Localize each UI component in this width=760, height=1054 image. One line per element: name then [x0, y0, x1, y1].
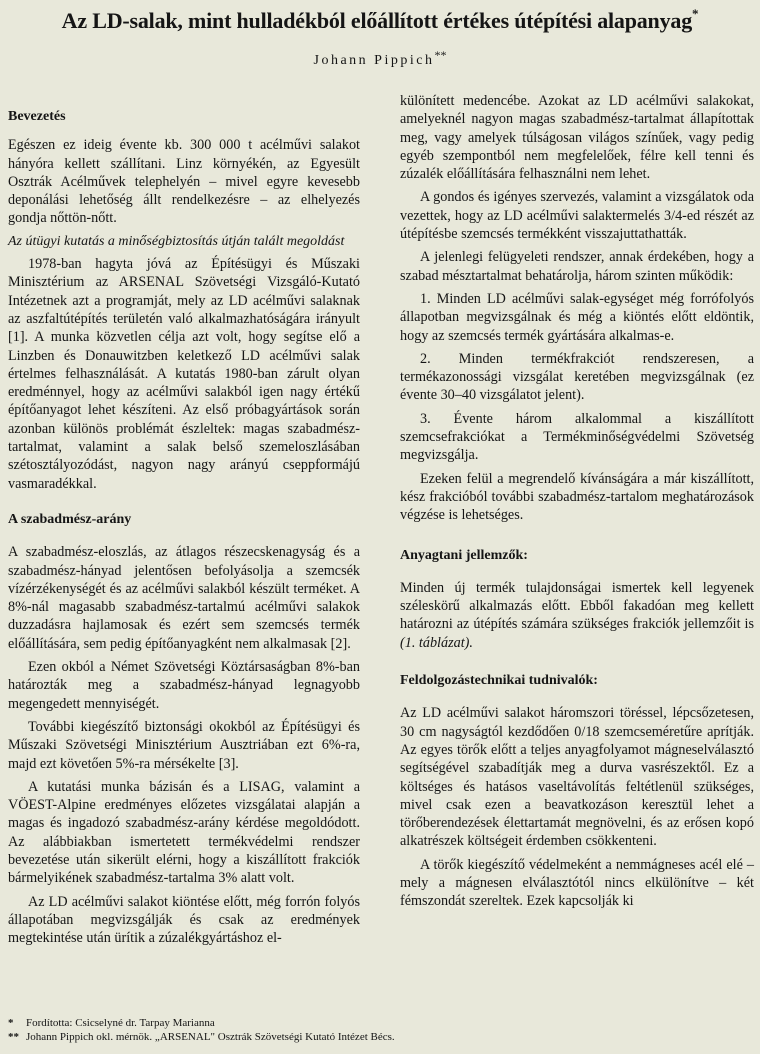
paragraph: 1978-ban hagyta jóvá az Építésügyi és Műszaki Minisztérium az ARSENAL Szövetségi Vizsgáló-Kutató Intézetnek azt a programját, mely az LD acélművi salaknak az aszfaltútépítés területén való alkalmazhatóságára irányult [1]. A munka közvetlen célja azt volt, hogy segítse elő a Linzben és Donauwitzben keletkező LD acélművi salak értelmes felhasználását. A kutatás 1980-ban zárult olyan eredménnyel, hogy az acélművi salakból igen nagy értékű építőanyagot lehet készíteni. Az első próbagyártások során azonban különös problémát észleltek: magas szabadmész-tartalmat, valamint a salak belső szemeloszlásában szétosztályozódást, nagyon nagy arányú cseppformájú vasmaradékkal.	[8, 256, 360, 492]
list-item: 2. Minden termékfrakciót rendszeresen, a termékazonossági vizsgálat keretében megvizsgálnak (ez évente 30–40 vizsgálatot jelent).	[400, 350, 754, 404]
title-footnote-mark: *	[692, 6, 699, 21]
section-heading-processing: Feldolgozástechnikai tudnivalók:	[400, 673, 598, 689]
paragraph-text: Minden új termék tulajdonságai ismertek kell legyenek széleskörű alkalmazás előtt. Ebből fakadóan meg kellett határozni az útépítés számára szükséges frakciók jellemzőit is	[400, 579, 754, 633]
article-author	[0, 48, 760, 69]
footnote-mark: *	[8, 1017, 14, 1029]
paragraph: A szabadmész-eloszlás, az átlagos részecskenagyság és a szabadmész-hányad jelentősen befolyásolja a szemcsék vízérzékenységét és az acélművi salakból készült terméket. A 8%-nál magasabb szabadmész-tartalmú acélművi salakok duzzadásra hajlamosak és ezért sem szemcsés termék előállítására, sem pedig építőanyagként nem alkalmasak [2].	[8, 544, 360, 652]
section-heading-free-lime: A szabadmész-arány	[8, 511, 132, 527]
paragraph: Az LD acélművi salakot háromszori töréssel, lépcsőzetesen, 30 cm nagyságtól kezdődően 0/18 szemcseméretűre aprítják. Az egyes törők előtt a teljes anyagfolyamot mágneselválasztó segítségével szabadítják meg a durva vasrészektől. Ez a költséges és hatásos vaseltávolítás feltétlenül szükséges, mivel csak ezen a beavatkozáson keresztül lehet a törőberendezések élettartamát megnövelni, és az erősen kopó alkatrészek költségeit érdemben csökkenteni.	[400, 705, 754, 850]
paragraph: A jelenlegi felügyeleti rendszer, annak érdekében, hogy a szabad mésztartalmat behatárolja, három szinten működik:	[400, 249, 754, 284]
footnotes	[8, 1016, 748, 1044]
paragraph: Ezen okból a Német Szövetségi Köztársaságban 8%-ban határozták meg a szabadmész-hányad legnagyobb megengedett mennyiségét.	[8, 659, 360, 712]
list-item: 3. Évente három alkalommal a kiszállított szemcsefrakciókat a Termékminőségvédelmi Szövetség megvizsgálja.	[400, 410, 754, 464]
paragraph	[400, 579, 754, 652]
paragraph: Ezeken felül a megrendelő kívánságára a már kiszállított, kész frakcióból további szabadmész-tartalom meghatározások végzése is lehetséges.	[400, 470, 754, 524]
section-heading-intro: Bevezetés	[8, 109, 66, 124]
right-column	[400, 92, 754, 916]
subsection-heading: Az útügyi kutatás a minőségbiztosítás útján talált megoldást	[8, 233, 345, 249]
paragraph: A gondos és igényes szervezés, valamint a vizsgálatok oda vezettek, hogy az LD acélművi salaktermelés 3/4-ed részét az útépítésbe szemcsés termékként visszajuttathatták.	[400, 189, 754, 243]
left-column	[8, 108, 360, 952]
footnote-translator	[8, 1016, 748, 1030]
paragraph: A törők kiegészítő védelmeként a nemmágneses acél elé – mely a mágnesen elválasztótól nincs elkülönítve – két fémszondát szereltek. Ezek kapcsolják ki	[400, 856, 754, 910]
table-reference: (1. táblázat).	[400, 634, 473, 651]
list-item: 1. Minden LD acélművi salak-egységet még forrófolyós állapotban megvizsgálnak és még a kiöntés előtt eldöntik, hogy az szemcsés termék gyártására alkalmas-e.	[400, 290, 754, 344]
title-text: Az LD-salak, mint hulladékból előállított értékes útépítési alapanyag	[61, 8, 692, 33]
author-name: Johann Pippich	[313, 53, 435, 68]
article-title	[0, 6, 760, 34]
footnote-text: Fordította: Csicselyné dr. Tarpay Marianna	[26, 1017, 215, 1029]
footnote-author	[8, 1030, 748, 1044]
paragraph: A kutatási munka bázisán és a LISAG, valamint a VÖEST-Alpine eredményes előzetes vizsgálatai alapján a magas és ingadozó szabadmész-arány kérdése megoldódott. Az alábbiakban ismertetett termékvédelmi rendszer bevezetése után sikerült elérni, hogy a kiszállított frakciók bármelyikének szabadmész-tartalma 3% alatt volt.	[8, 778, 360, 887]
paragraph: Az LD acélművi salakot kiöntése előtt, még forrón folyós állapotában megvizsgálják és csak az eredmények megtekintése után ürítik a zúzalékgyártáshoz el-	[8, 893, 360, 947]
paragraph: különített medencébe. Azokat az LD acélművi salakokat, amelyeknél nagyon magas szabadmész-tartalmat állapítottak meg, vagy amelyek túlságosan világos színűek, vagy pedig egyéb szempontból nem megfelelőek, félre kell tenni és zúzalék előállítására felhasználni nem lehet.	[400, 93, 754, 183]
paragraph: Egészen ez ideig évente kb. 300 000 t acélművi salakot hányóra kellett szállítani. Linz környékén, az Egyesült Osztrák Acélművek telephelyén – mivel egyre kevesebb deponálási lehetőség állt rendelkezésre – az elhelyezés gondja nőttön-nőtt.	[8, 137, 360, 227]
section-heading-material: Anyagtani jellemzők:	[400, 547, 528, 563]
footnote-mark: **	[8, 1031, 19, 1043]
footnote-text: Johann Pippich okl. mérnök. „ARSENAL" Osztrák Szövetségi Kutató Intézet Bécs.	[26, 1031, 395, 1043]
paragraph: További kiegészítő biztonsági okokból az Építésügyi és Műszaki Szövetségi Minisztérium Ausztriában ezt 6%-ra, majd ezt követően 5%-ra mérsékelte [3].	[8, 718, 360, 772]
author-footnote-mark: **	[434, 48, 447, 62]
